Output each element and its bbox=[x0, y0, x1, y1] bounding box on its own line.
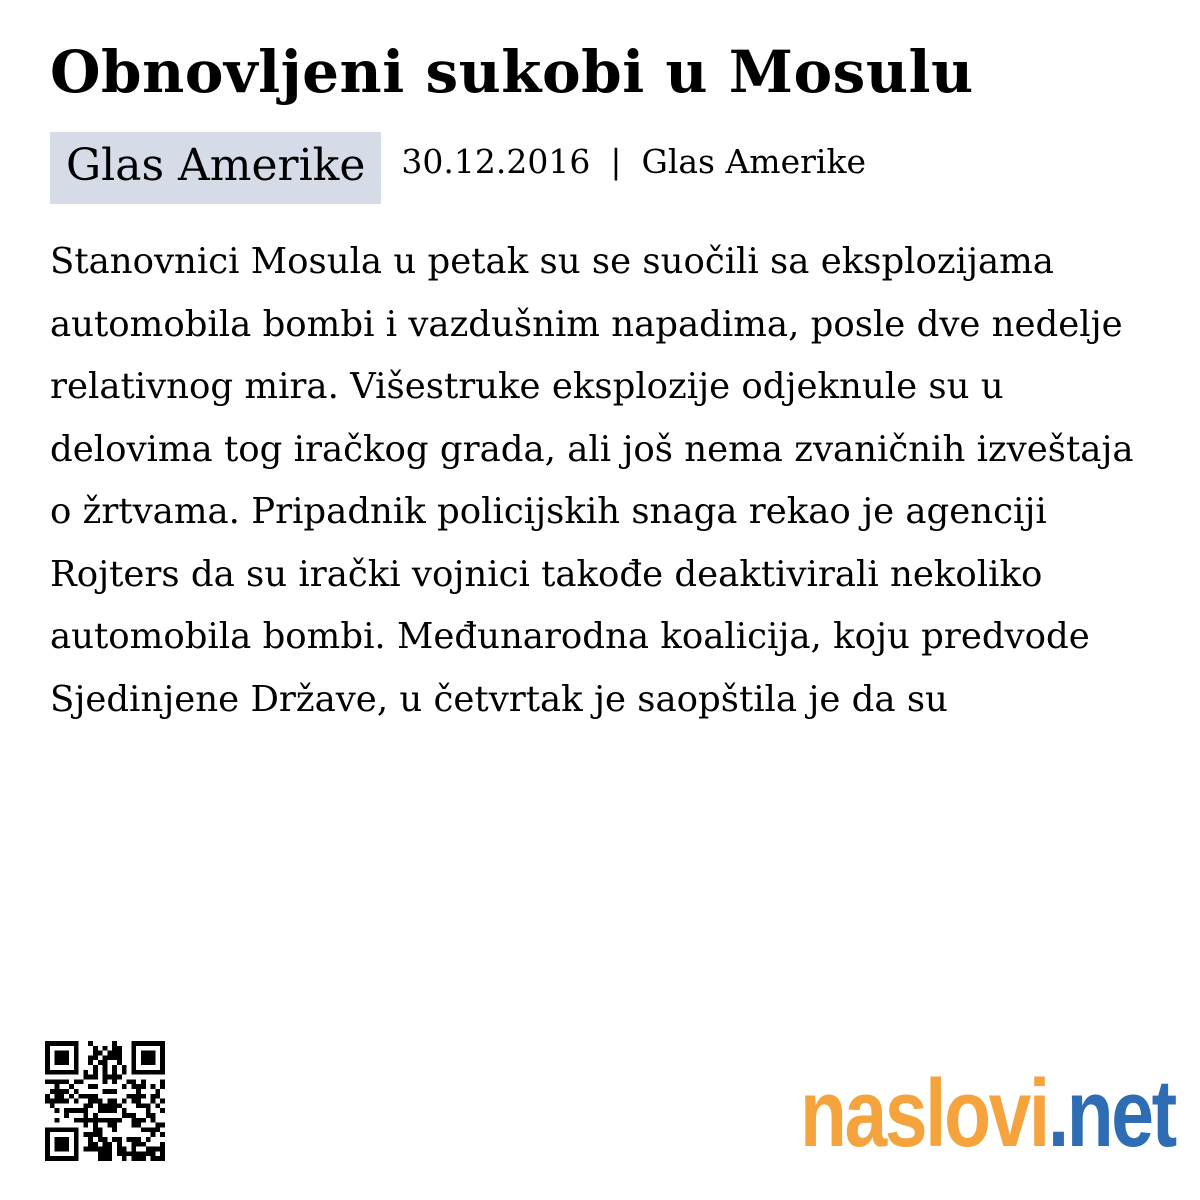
article-title: Obnovljeni sukobi u Mosulu bbox=[50, 38, 974, 106]
article-source: Glas Amerike bbox=[641, 142, 866, 181]
source-tag[interactable]: Glas Amerike bbox=[50, 132, 381, 204]
article-date: 30.12.2016 bbox=[401, 142, 591, 181]
article-body: Stanovnici Mosula u petak su se suočili sa eksplozijama automobila bombi i vazdušnim napadima, posle dve nedelje relativnog mira. Višestruke eksplozije odjeknule su u delovima tog iračkog grada, ali još nema zvaničnih izveštaja o žrtvama. Pripadnik policijskih snaga rekao je agenciji Rojters da su irački vojnici takođe deaktivirali nekoliko automobila bombi. Međunarodna koalicija, koju predvode Sjedinjene Države, u četvrtak je saopštila je da su bbox=[50, 241, 1134, 720]
meta-line bbox=[401, 142, 866, 182]
site-logo[interactable] bbox=[800, 1060, 1175, 1167]
meta-separator: | bbox=[610, 142, 622, 181]
qr-code-icon bbox=[45, 1038, 165, 1164]
logo-text-secondary: .net bbox=[1047, 1060, 1175, 1167]
logo-text-primary: naslovi bbox=[800, 1060, 1048, 1167]
article-meta bbox=[50, 132, 866, 204]
